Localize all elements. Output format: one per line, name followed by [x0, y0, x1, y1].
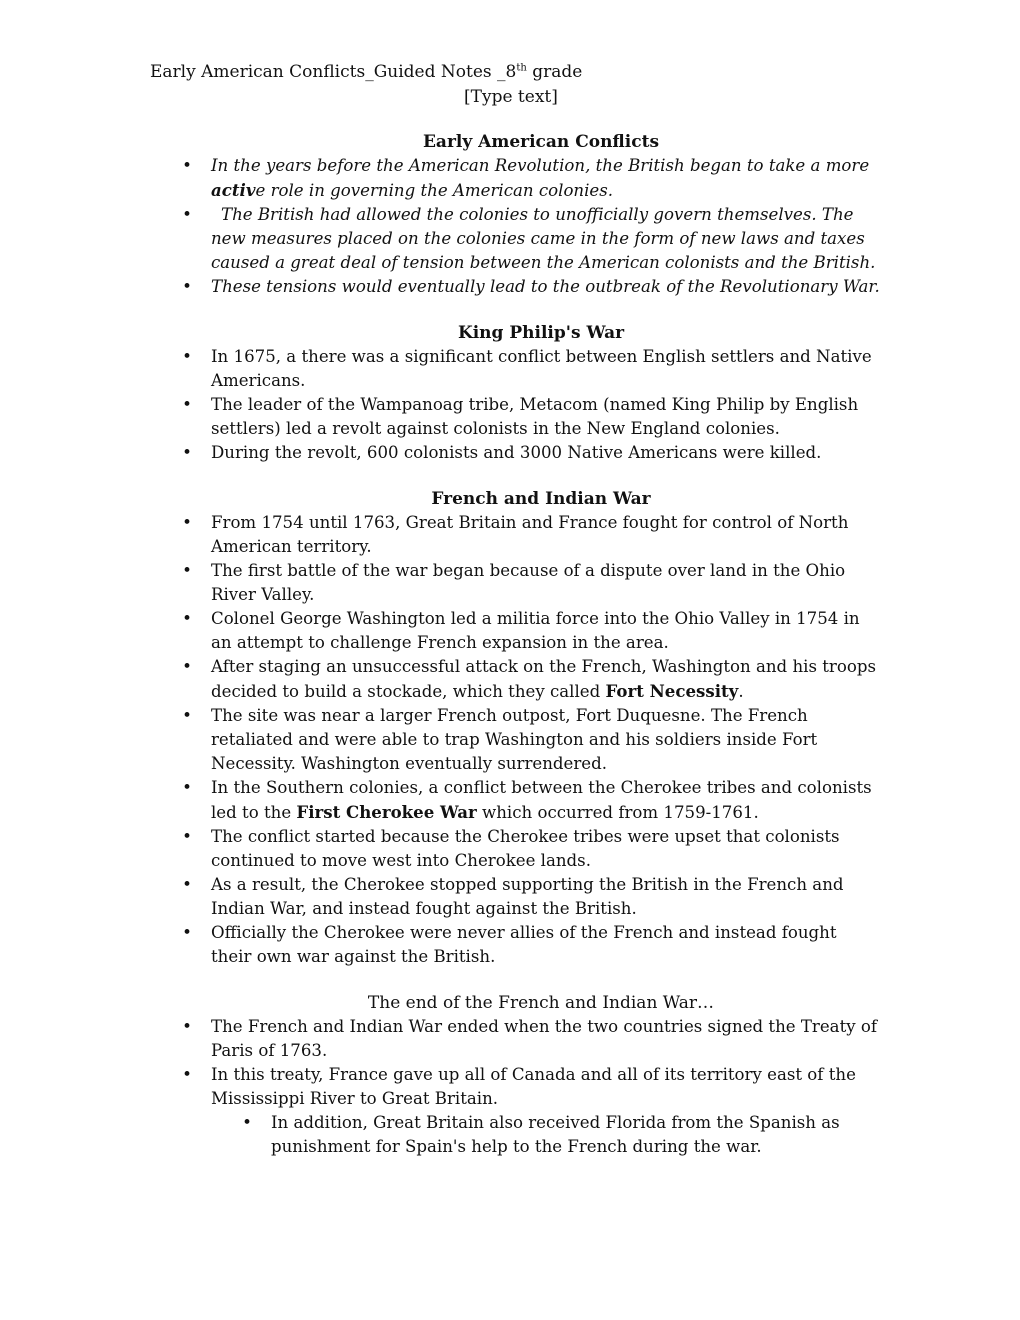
french-and-indian-war-list — [150, 511, 880, 969]
list-item: • The conflict started because the Cherokee tribes were upset that colonists continued to move west into Cherokee lands. — [150, 825, 880, 873]
bullet-icon: • — [182, 923, 192, 942]
bullet-icon: • — [182, 395, 192, 414]
list-item: • In the years before the American Revolution, the British began to take a more active role in governing the American colonies. — [150, 154, 880, 203]
section-title-king-philips-war: King Philip's War — [457, 323, 625, 343]
bullet-icon: • — [182, 827, 192, 846]
bullet-icon: • — [182, 657, 192, 676]
bullet-icon: • — [182, 513, 192, 532]
header-title-suffix: grade — [526, 62, 583, 82]
list-item: • During the revolt, 600 colonists and 3000 Native Americans were killed. — [150, 441, 880, 465]
early-conflicts-list — [150, 154, 880, 299]
end-of-war-list — [150, 1015, 880, 1159]
notes-content — [150, 130, 880, 1159]
list-item: • The site was near a larger French outpost, Fort Duquesne. The French retaliated and were able to trap Washington and his soldiers inside Fort Necessity. Washington eventually surrendered. — [150, 704, 880, 776]
bullet-icon: • — [182, 778, 192, 797]
bullet-icon: • — [182, 1065, 192, 1084]
list-item: • The French and Indian War ended when the two countries signed the Treaty of Paris of 1763. — [150, 1015, 880, 1063]
king-philips-war-list — [150, 345, 880, 465]
list-item: • As a result, the Cherokee stopped supporting the British in the French and Indian War, and instead fought against the British. — [150, 873, 880, 921]
bullet-icon: • — [182, 875, 192, 894]
list-item: • After staging an unsuccessful attack on the French, Washington and his troops decided to build a stockade, which they called Fort Necessity. — [150, 655, 880, 704]
list-item: • In the Southern colonies, a conflict between the Cherokee tribes and colonists led to the First Cherokee War which occurred from 1759-1761. — [150, 776, 880, 825]
bullet-icon: • — [182, 443, 192, 462]
bullet-icon: • — [182, 156, 192, 175]
section-title-french-and-indian-war: French and Indian War — [431, 489, 651, 509]
list-item: • The first battle of the war began because of a dispute over land in the Ohio River Valley. — [150, 559, 880, 607]
bullet-icon: • — [182, 347, 192, 366]
bullet-icon: • — [182, 277, 192, 296]
type-text-placeholder: [Type text] — [464, 87, 558, 107]
bullet-icon: • — [182, 1017, 192, 1036]
list-item: • These tensions would eventually lead to the outbreak of the Revolutionary War. — [150, 275, 880, 299]
document-header — [150, 60, 582, 84]
section-title-early-american-conflicts: Early American Conflicts — [422, 132, 660, 152]
list-item: • The British had allowed the colonies to unofficially govern themselves. The new measures placed on the colonies came in the form of new laws and taxes caused a great deal of tension between the American colonists and the British. — [150, 203, 880, 275]
list-item-nested: • In addition, Great Britain also received Florida from the Spanish as punishment for Spain's help to the French during the war. — [150, 1111, 880, 1159]
header-title: Early American Conflicts_Guided Notes _8 — [150, 62, 517, 82]
list-item: • From 1754 until 1763, Great Britain and France fought for control of North American territory. — [150, 511, 880, 559]
bullet-icon: • — [182, 205, 192, 224]
section-title-end-of-war: The end of the French and Indian War… — [367, 993, 715, 1013]
list-item: • The leader of the Wampanoag tribe, Metacom (named King Philip by English settlers) led a revolt against colonists in the New England colonies. — [150, 393, 880, 441]
list-item: • Officially the Cherokee were never allies of the French and instead fought their own war against the British. — [150, 921, 880, 969]
bullet-icon: • — [182, 609, 192, 628]
list-item: • In 1675, a there was a significant conflict between English settlers and Native Americans. — [150, 345, 880, 393]
bullet-icon: • — [242, 1113, 252, 1132]
bullet-icon: • — [182, 561, 192, 580]
list-item: • Colonel George Washington led a militia force into the Ohio Valley in 1754 in an attempt to challenge French expansion in the area. — [150, 607, 880, 655]
bullet-icon: • — [182, 706, 192, 725]
header-superscript: th — [516, 62, 527, 74]
list-item: • In this treaty, France gave up all of Canada and all of its territory east of the Mississippi River to Great Britain. — [150, 1063, 880, 1111]
